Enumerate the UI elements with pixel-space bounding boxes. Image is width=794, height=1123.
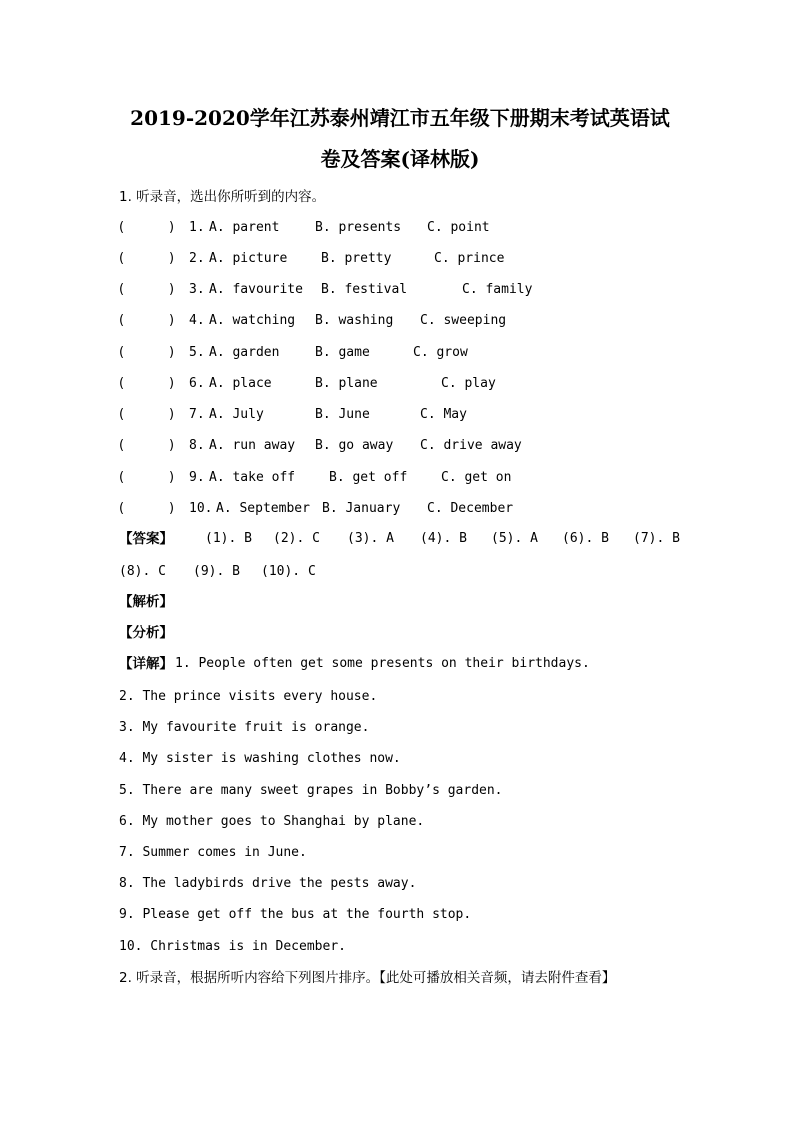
option-a: A. picture <box>209 251 288 266</box>
detail-line: 7. Summer comes in June. <box>119 845 307 860</box>
bracket-right: ) <box>169 345 175 360</box>
option-c: C. prince <box>434 251 505 266</box>
detail-line: 2. The prince visits every house. <box>119 689 378 704</box>
option-b: B. June <box>315 407 370 422</box>
bracket-right: ) <box>169 376 175 391</box>
question-number: 7. <box>189 407 205 422</box>
option-c: C. family <box>462 282 533 297</box>
analysis-label: 【解析】 <box>119 594 173 610</box>
detail-line: 8. The ladybirds drive the pests away. <box>119 876 417 891</box>
section-1-heading: 1. 听录音，选出你所听到的内容。 <box>119 189 326 205</box>
answer-item: (9). B <box>193 564 240 579</box>
bracket-right: ) <box>169 282 175 297</box>
question-row <box>119 250 559 268</box>
option-a: A. parent <box>209 220 280 235</box>
option-a: A. favourite <box>209 282 303 297</box>
option-c: C. May <box>420 407 467 422</box>
question-row <box>119 437 559 455</box>
option-b: B. get off <box>329 470 408 485</box>
detail-line: 6. My mother goes to Shanghai by plane. <box>119 814 425 829</box>
question-row <box>119 344 559 362</box>
bracket-left: ( <box>119 220 125 235</box>
answer-row-2 <box>119 563 419 581</box>
option-a: A. run away <box>209 438 296 453</box>
bracket-right: ) <box>169 438 175 453</box>
bracket-right: ) <box>169 407 175 422</box>
bracket-right: ) <box>169 313 175 328</box>
question-number: 6. <box>189 376 205 391</box>
bracket-left: ( <box>119 251 125 266</box>
option-c: C. grow <box>413 345 468 360</box>
question-row <box>119 500 559 518</box>
question-number: 10. <box>189 501 213 516</box>
answer-item: (5). A <box>491 531 538 546</box>
detail-label: 【详解】 <box>119 656 173 672</box>
detail-line: 1. People often get some presents on their birthdays. <box>175 656 590 671</box>
bracket-right: ) <box>169 220 175 235</box>
question-row <box>119 219 559 237</box>
option-a: A. September <box>216 501 310 516</box>
question-number: 8. <box>189 438 205 453</box>
answer-item: (1). B <box>205 531 252 546</box>
detail-line: 4. My sister is washing clothes now. <box>119 751 401 766</box>
detail-line: 9. Please get off the bus at the fourth stop. <box>119 907 472 922</box>
option-b: B. festival <box>321 282 408 297</box>
bracket-left: ( <box>119 407 125 422</box>
option-b: B. January <box>322 501 401 516</box>
answer-item: (8). C <box>119 564 166 579</box>
bracket-left: ( <box>119 282 125 297</box>
question-number: 2. <box>189 251 205 266</box>
option-c: C. December <box>427 501 514 516</box>
fenxi-label: 【分析】 <box>119 625 173 641</box>
answer-item: (2). C <box>273 531 320 546</box>
option-b: B. go away <box>315 438 394 453</box>
bracket-left: ( <box>119 345 125 360</box>
option-a: A. watching <box>209 313 296 328</box>
option-c: C. play <box>441 376 496 391</box>
option-c: C. point <box>427 220 490 235</box>
option-a: A. place <box>209 376 272 391</box>
bracket-left: ( <box>119 376 125 391</box>
option-c: C. drive away <box>420 438 522 453</box>
option-b: B. game <box>315 345 370 360</box>
bracket-left: ( <box>119 501 125 516</box>
question-number: 3. <box>189 282 205 297</box>
detail-line: 5. There are many sweet grapes in Bobby’s garden. <box>119 783 503 798</box>
answer-item: (7). B <box>633 531 680 546</box>
answer-item: (6). B <box>562 531 609 546</box>
question-row <box>119 375 559 393</box>
title-line-2: 卷及答案(译林版) <box>320 147 480 171</box>
option-b: B. pretty <box>321 251 392 266</box>
section-2-heading: 2. 听录音，根据所听内容给下列图片排序。【此处可播放相关音频，请去附件查看】 <box>119 970 616 986</box>
detail-row-1 <box>119 655 679 673</box>
option-b: B. washing <box>315 313 394 328</box>
question-number: 1. <box>189 220 205 235</box>
detail-line: 10. Christmas is in December. <box>119 939 346 954</box>
answer-item: (3). A <box>347 531 394 546</box>
answer-row-1 <box>119 530 679 548</box>
question-number: 9. <box>189 470 205 485</box>
answer-item: (10). C <box>261 564 316 579</box>
option-c: C. get on <box>441 470 512 485</box>
question-number: 4. <box>189 313 205 328</box>
option-a: A. take off <box>209 470 296 485</box>
question-row <box>119 469 559 487</box>
bracket-right: ) <box>169 501 175 516</box>
option-c: C. sweeping <box>420 313 507 328</box>
option-b: B. plane <box>315 376 378 391</box>
bracket-right: ) <box>169 470 175 485</box>
question-number: 5. <box>189 345 205 360</box>
bracket-right: ) <box>169 251 175 266</box>
question-row <box>119 281 559 299</box>
bracket-left: ( <box>119 313 125 328</box>
detail-line: 3. My favourite fruit is orange. <box>119 720 370 735</box>
answer-label: 【答案】 <box>119 531 173 547</box>
option-b: B. presents <box>315 220 402 235</box>
bracket-left: ( <box>119 470 125 485</box>
title-line-1: 2019-2020学年江苏泰州靖江市五年级下册期末考试英语试 <box>130 106 670 130</box>
question-row <box>119 312 559 330</box>
question-row <box>119 406 559 424</box>
bracket-left: ( <box>119 438 125 453</box>
option-a: A. July <box>209 407 264 422</box>
answer-item: (4). B <box>420 531 467 546</box>
option-a: A. garden <box>209 345 280 360</box>
